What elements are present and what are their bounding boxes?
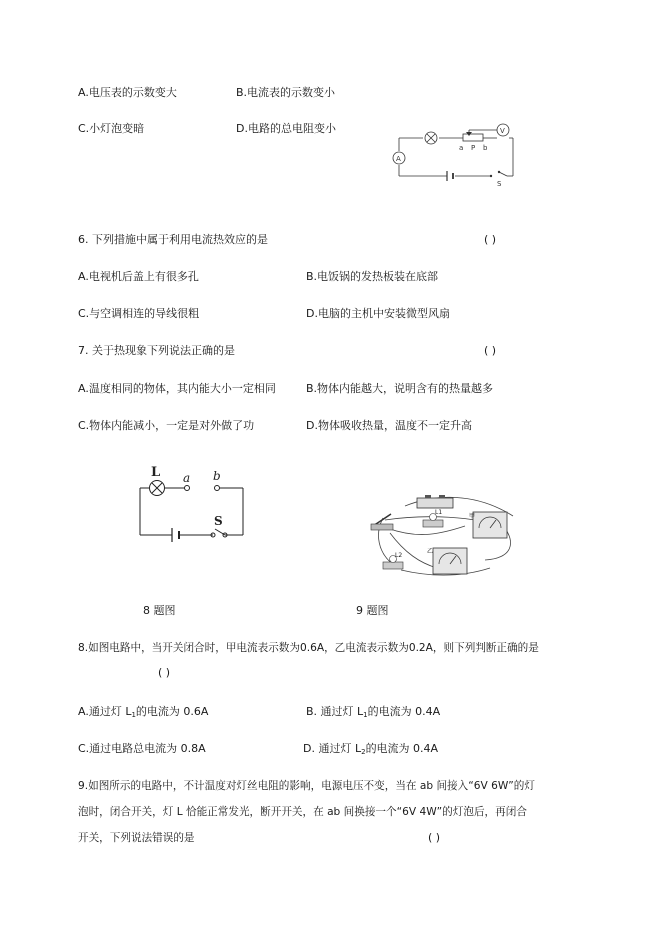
fig8-label-l: L bbox=[151, 465, 161, 480]
q8-option-c: C.通过电路总电流为 0.8A bbox=[78, 742, 206, 755]
fig9-label-l1: L1 bbox=[435, 509, 443, 516]
q6-answer-paren: ( ) bbox=[484, 233, 497, 246]
q8-answer-paren: ( ) bbox=[158, 666, 171, 679]
q8-option-a: A.通过灯 $L_1$的电流为 0.6A bbox=[78, 705, 209, 719]
fig8-caption: 8 题图 bbox=[143, 604, 176, 617]
fig8-label-s: S bbox=[214, 514, 223, 528]
q5-label-s: S bbox=[497, 180, 502, 188]
fig9-label-jia: 甲 bbox=[469, 513, 476, 520]
q8-option-d: D. 通过灯 $L_2$的电流为 0.4A bbox=[303, 742, 439, 756]
q9-answer-paren: ( ) bbox=[428, 831, 441, 844]
q6-option-c: C.与空调相连的导线很粗 bbox=[78, 307, 200, 320]
fig8-label-b: b bbox=[213, 469, 221, 483]
q5-option-a: A.电压表的示数变大 bbox=[78, 86, 177, 99]
q6-option-d: D.电脑的主机中安装微型风扇 bbox=[306, 307, 450, 320]
q7-option-c: C.物体内能减小，一定是对外做了功 bbox=[78, 419, 255, 432]
q5-ammeter-symbol: A bbox=[396, 155, 401, 163]
q7-answer-paren: ( ) bbox=[484, 344, 497, 357]
q6-stem: 6. 下列措施中属于利用电流热效应的是 bbox=[78, 233, 268, 246]
q7-option-b: B.物体内能越大，说明含有的热量越多 bbox=[306, 382, 494, 395]
q6-option-b: B.电饭锅的发热板装在底部 bbox=[306, 270, 439, 283]
q9-stem-line1: 9.如图所示的电路中，不计温度对灯丝电阻的影响，电源电压不变，当在 ab 间接入“6V 6W”的灯 bbox=[78, 780, 535, 792]
q5-label-p: P bbox=[471, 144, 476, 152]
q5-option-c: C.小灯泡变暗 bbox=[78, 122, 145, 135]
fig8-label-a: a bbox=[183, 471, 191, 485]
fig9-label-l2: L2 bbox=[395, 552, 403, 559]
q5-option-b: B.电流表的示数变小 bbox=[236, 86, 336, 99]
q7-stem: 7. 关于热现象下列说法正确的是 bbox=[78, 344, 235, 357]
fig9-caption: 9 题图 bbox=[356, 604, 389, 617]
q6-option-a: A.电视机后盖上有很多孔 bbox=[78, 270, 199, 283]
q5-voltmeter-symbol: V bbox=[500, 127, 505, 135]
q9-stem-line2: 泡时，闭合开关，灯 L 恰能正常发光，断开开关，在 ab 间换接一个“6V 4W”的灯泡后，再闭合 bbox=[78, 806, 527, 818]
q5-option-d: D.电路的总电阻变小 bbox=[236, 122, 336, 135]
q5-label-b: b bbox=[483, 144, 488, 152]
fig9-circuit-apparatus bbox=[365, 488, 520, 583]
fig8-circuit-diagram bbox=[135, 462, 250, 544]
q5-label-a: a bbox=[459, 144, 464, 152]
q8-stem: 8.如图电路中，当开关闭合时，甲电流表示数为0.6A，乙电流表示数为0.2A，则下列判断正确的是 bbox=[78, 642, 539, 654]
q9-stem-line3: 开关，下列说法错误的是 bbox=[78, 832, 195, 844]
fig9-label-yi: 乙 bbox=[427, 548, 434, 555]
q7-option-d: D.物体吸收热量，温度不一定升高 bbox=[306, 419, 472, 432]
q8-option-b: B. 通过灯 $L_1$的电流为 0.4A bbox=[306, 705, 441, 719]
q7-option-a: A.温度相同的物体，其内能大小一定相同 bbox=[78, 382, 276, 395]
q5-circuit-diagram bbox=[385, 118, 525, 190]
